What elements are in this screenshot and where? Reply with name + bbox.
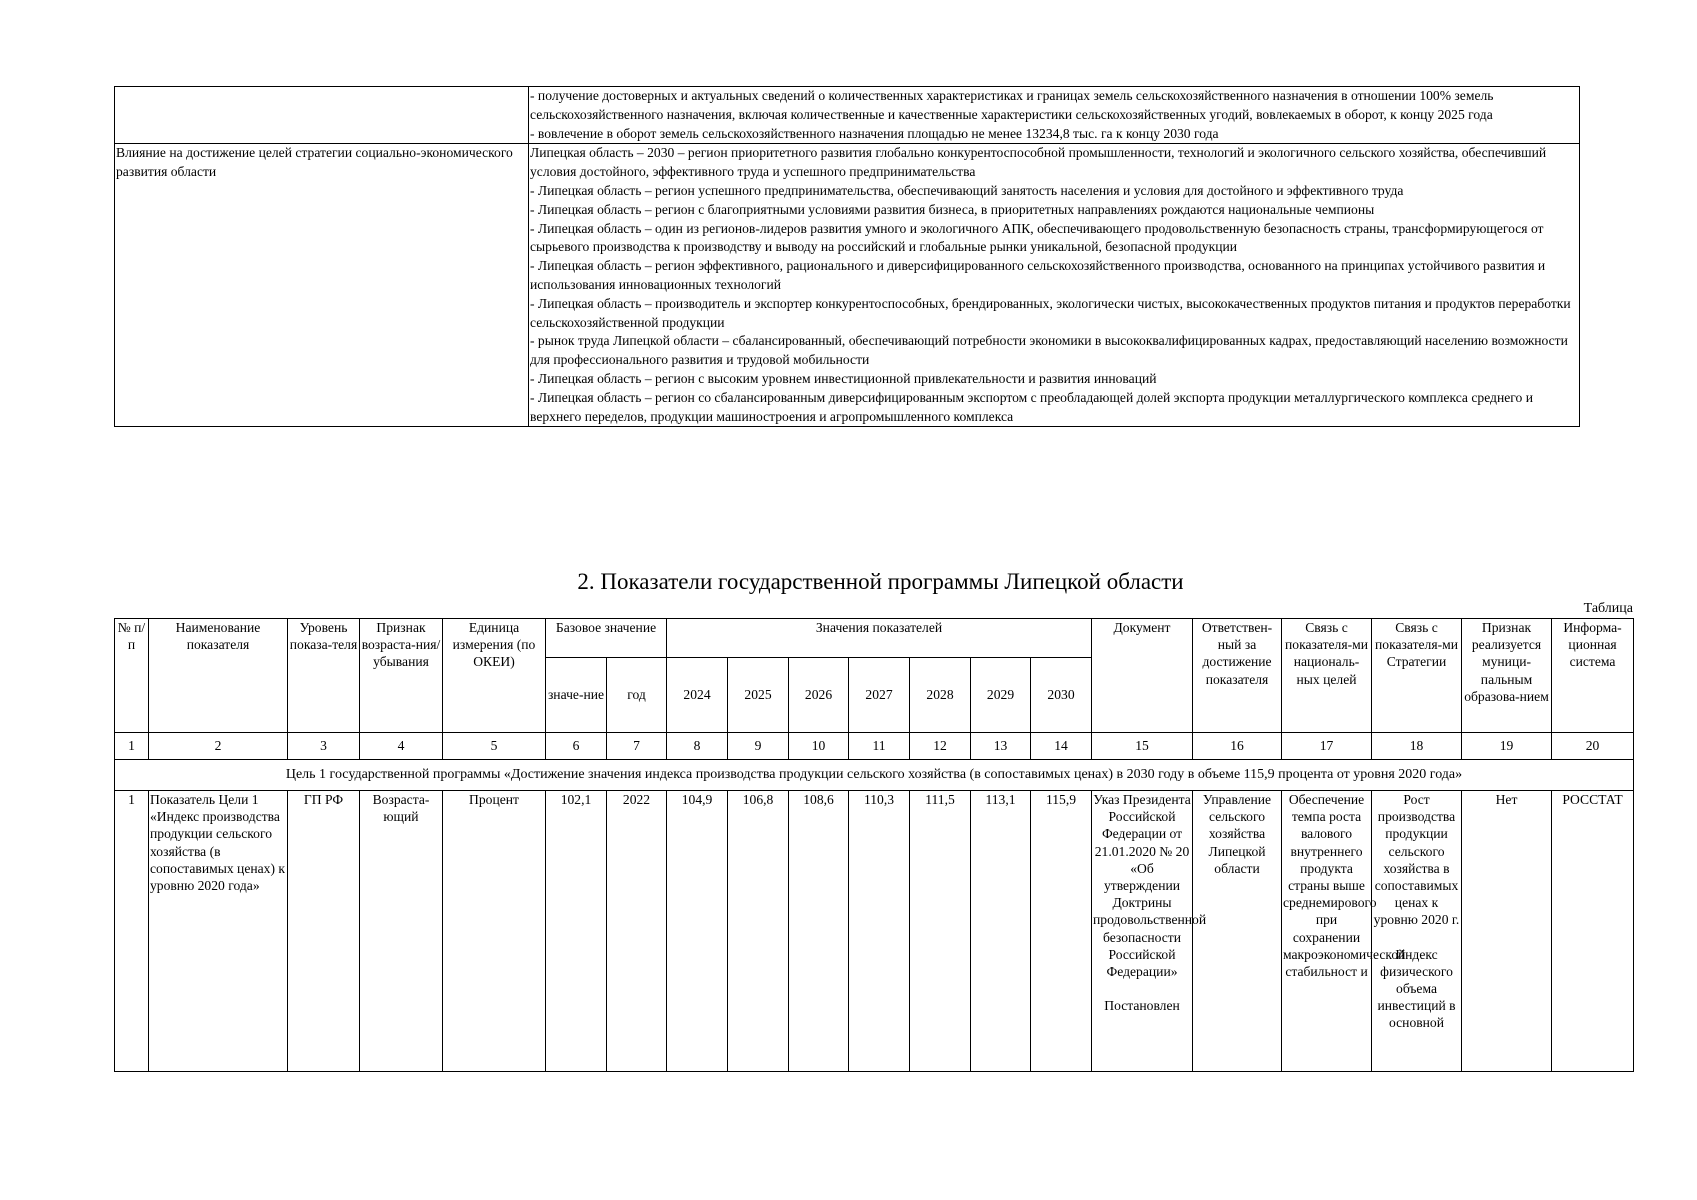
- header-row: [115, 619, 1634, 658]
- header-num: № п/п: [115, 619, 149, 733]
- strategy-row-label: Влияние на достижение целей стратегии социально-экономического развития области: [115, 144, 529, 427]
- table-caption: Таблица: [1583, 601, 1633, 616]
- column-number: 17: [1282, 733, 1372, 760]
- strategy-text: Рост производства продукции сельского хозяйства в сопоставимых ценах к уровню 2020 г.: [1373, 792, 1460, 928]
- document-text: Указ Президента Российской Федерации от 21.01.2020 № 20 «Об утверждении Доктрины продовольственной безопасности Российской Федерации»: [1093, 792, 1207, 980]
- header-base-year: год: [607, 658, 667, 733]
- document-text-cont: Постановлен: [1104, 998, 1180, 1014]
- document-cell: [1092, 791, 1207, 1072]
- header-responsible: Ответствен-ный за достижение показателя: [1193, 619, 1282, 733]
- column-number: 20: [1552, 733, 1634, 760]
- strategy-row: [115, 144, 1580, 427]
- header-strategy: Связь с показателя-ми Стратегии: [1372, 619, 1462, 733]
- header-info-system: Информа-ционная система: [1552, 619, 1634, 733]
- national-goals-cell: Обеспечение темпа роста валового внутреннего продукта страны выше среднемирового при сохранении макроэкономической стабильност и: [1282, 791, 1372, 1072]
- text-line: - рынок труда Липецкой области – сбалансированный, обеспечивающий потребности экономики в высококвалифицированных кадрах, предоставляющий населению возможности для профессионального развития и трудовой мобильности: [530, 333, 1568, 368]
- column-number: 19: [1462, 733, 1552, 760]
- value-2027: 110,3: [849, 791, 910, 1072]
- text-line: - Липецкая область – регион с благоприятными условиями развития бизнеса, в приоритетных направлениях рождаются национальные чемпионы: [530, 201, 1375, 217]
- land-row-label: [115, 87, 529, 144]
- text-line: - Липецкая область – один из регионов-лидеров развития умного и экологичного АПК, обеспечивающего продовольственную безопасность страны, трансформирующегося от сырьевого производства к производству и выводу на российский и глобальные рынки уникальной, безопасной продукции: [530, 220, 1544, 255]
- goal-title: Цель 1 государственной программы «Достижение значения индекса производства продукции сельского хозяйства (в сопоставимых ценах) в 2030 году в объеме 115,9 процента от уровня 2020 года»: [115, 760, 1634, 791]
- value-2026: 108,6: [789, 791, 849, 1072]
- column-number: 11: [849, 733, 910, 760]
- column-number: 7: [607, 733, 667, 760]
- column-number: 2: [149, 733, 288, 760]
- column-number: 15: [1092, 733, 1193, 760]
- land-row-text: [529, 87, 1580, 144]
- section-title: 2. Показатели государственной программы Липецкой области: [577, 569, 1184, 594]
- column-number: 10: [789, 733, 849, 760]
- text-line: - Липецкая область – регион со сбалансированным диверсифицированным экспортом с преобладающей долей экспорта продукции металлургического комплекса среднего и верхнего переделов, продукции машиностроения и агропромышленного комплекса: [530, 389, 1533, 424]
- indicator-level: ГП РФ: [288, 791, 360, 1072]
- strategy-text-cont: Индекс физического объема инвестиций в основной: [1377, 946, 1456, 1031]
- header-base: Базовое значение: [546, 619, 667, 658]
- header-year: 2028: [910, 658, 971, 733]
- text-line: Липецкая область – 2030 – регион приоритетного развития глобально конкурентоспособной промышленности, технологий и экологичного сельского хозяйства, обеспечивший условия достойного, эффективного труда и успешного предпринимательства: [530, 145, 1547, 180]
- municipal-cell: Нет: [1462, 791, 1552, 1072]
- header-year: 2024: [667, 658, 728, 733]
- land-row: [115, 87, 1580, 144]
- value-2029: 113,1: [971, 791, 1031, 1072]
- base-value: 102,1: [546, 791, 607, 1072]
- indicators-table: [114, 618, 1634, 1072]
- header-document: Документ: [1092, 619, 1193, 733]
- text-line: - Липецкая область – регион эффективного, рационального и диверсифицированного сельскохозяйственного производства, основанного на принципах устойчивого развития и использования инновационных технологий: [530, 258, 1546, 292]
- value-2025: 106,8: [728, 791, 789, 1072]
- column-number: 16: [1193, 733, 1282, 760]
- row-num: 1: [115, 791, 149, 1072]
- column-number: 12: [910, 733, 971, 760]
- base-year: 2022: [607, 791, 667, 1072]
- column-number: 3: [288, 733, 360, 760]
- strategy-row-text: [529, 144, 1580, 427]
- header-year: 2026: [789, 658, 849, 733]
- header-values: Значения показателей: [667, 619, 1092, 658]
- header-year: 2025: [728, 658, 789, 733]
- header-municipal: Признак реализуется муници-пальным образова-нием: [1462, 619, 1552, 733]
- column-number: 4: [360, 733, 443, 760]
- responsible-cell: Управление сельского хозяйства Липецкой области: [1193, 791, 1282, 1072]
- column-number: 9: [728, 733, 789, 760]
- indicator-sign: Возраста-ющий: [360, 791, 443, 1072]
- header-level: Уровень показа-теля: [288, 619, 360, 733]
- value-2030: 115,9: [1031, 791, 1092, 1072]
- header-year: 2030: [1031, 658, 1092, 733]
- column-number: 13: [971, 733, 1031, 760]
- text-line: - Липецкая область – регион успешного предпринимательства, обеспечивающий занятость населения и условия для достойного и эффективного труда: [530, 182, 1404, 198]
- text-line: - Липецкая область – регион с высоким уровнем инвестиционной привлекательности и развития инноваций: [530, 370, 1157, 386]
- indicator-row: [115, 791, 1634, 1072]
- header-national-goals: Связь с показателя-ми националь-ных целей: [1282, 619, 1372, 733]
- header-unit: Единица измерения (по ОКЕИ): [443, 619, 546, 733]
- value-2024: 104,9: [667, 791, 728, 1072]
- text-line: - вовлечение в оборот земель сельскохозяйственного назначения площадью не менее 13234,8 тыс. га к концу 2030 года: [530, 125, 1219, 141]
- text-line: - Липецкая область – производитель и экспортер конкурентоспособных, брендированных, экологически чистых, высококачественных продуктов питания и продуктов переработки сельскохозяйственной продукции: [530, 295, 1571, 330]
- header-year: 2027: [849, 658, 910, 733]
- strategy-impact-table: [114, 86, 1580, 427]
- text-line: - получение достоверных и актуальных сведений о количественных характеристиках и границах земель сельскохозяйственного назначения в отношении 100% земель сельскохозяйственного назначения, включая количественные и качественные характеристики сельскохозяйственных угодий, вовлекаемых в оборот, к концу 2025 года: [530, 88, 1494, 122]
- column-number: 6: [546, 733, 607, 760]
- goal-row: [115, 760, 1634, 791]
- column-number: 1: [115, 733, 149, 760]
- column-number: 5: [443, 733, 546, 760]
- column-number: 8: [667, 733, 728, 760]
- info-system-cell: РОССТАТ: [1552, 791, 1634, 1072]
- indicator-unit: Процент: [443, 791, 546, 1072]
- strategy-cell: [1372, 791, 1462, 1072]
- value-2028: 111,5: [910, 791, 971, 1072]
- column-number: 18: [1372, 733, 1462, 760]
- header-name: Наименование показателя: [149, 619, 288, 733]
- header-base-value: значе-ние: [546, 658, 607, 733]
- column-number: 14: [1031, 733, 1092, 760]
- header-sign: Признак возраста-ния/ убывания: [360, 619, 443, 733]
- header-year: 2029: [971, 658, 1031, 733]
- indicator-name: Показатель Цели 1 «Индекс производства продукции сельского хозяйства (в сопоставимых ценах) к уровню 2020 года»: [149, 791, 288, 1072]
- column-numbers-row: [115, 733, 1634, 760]
